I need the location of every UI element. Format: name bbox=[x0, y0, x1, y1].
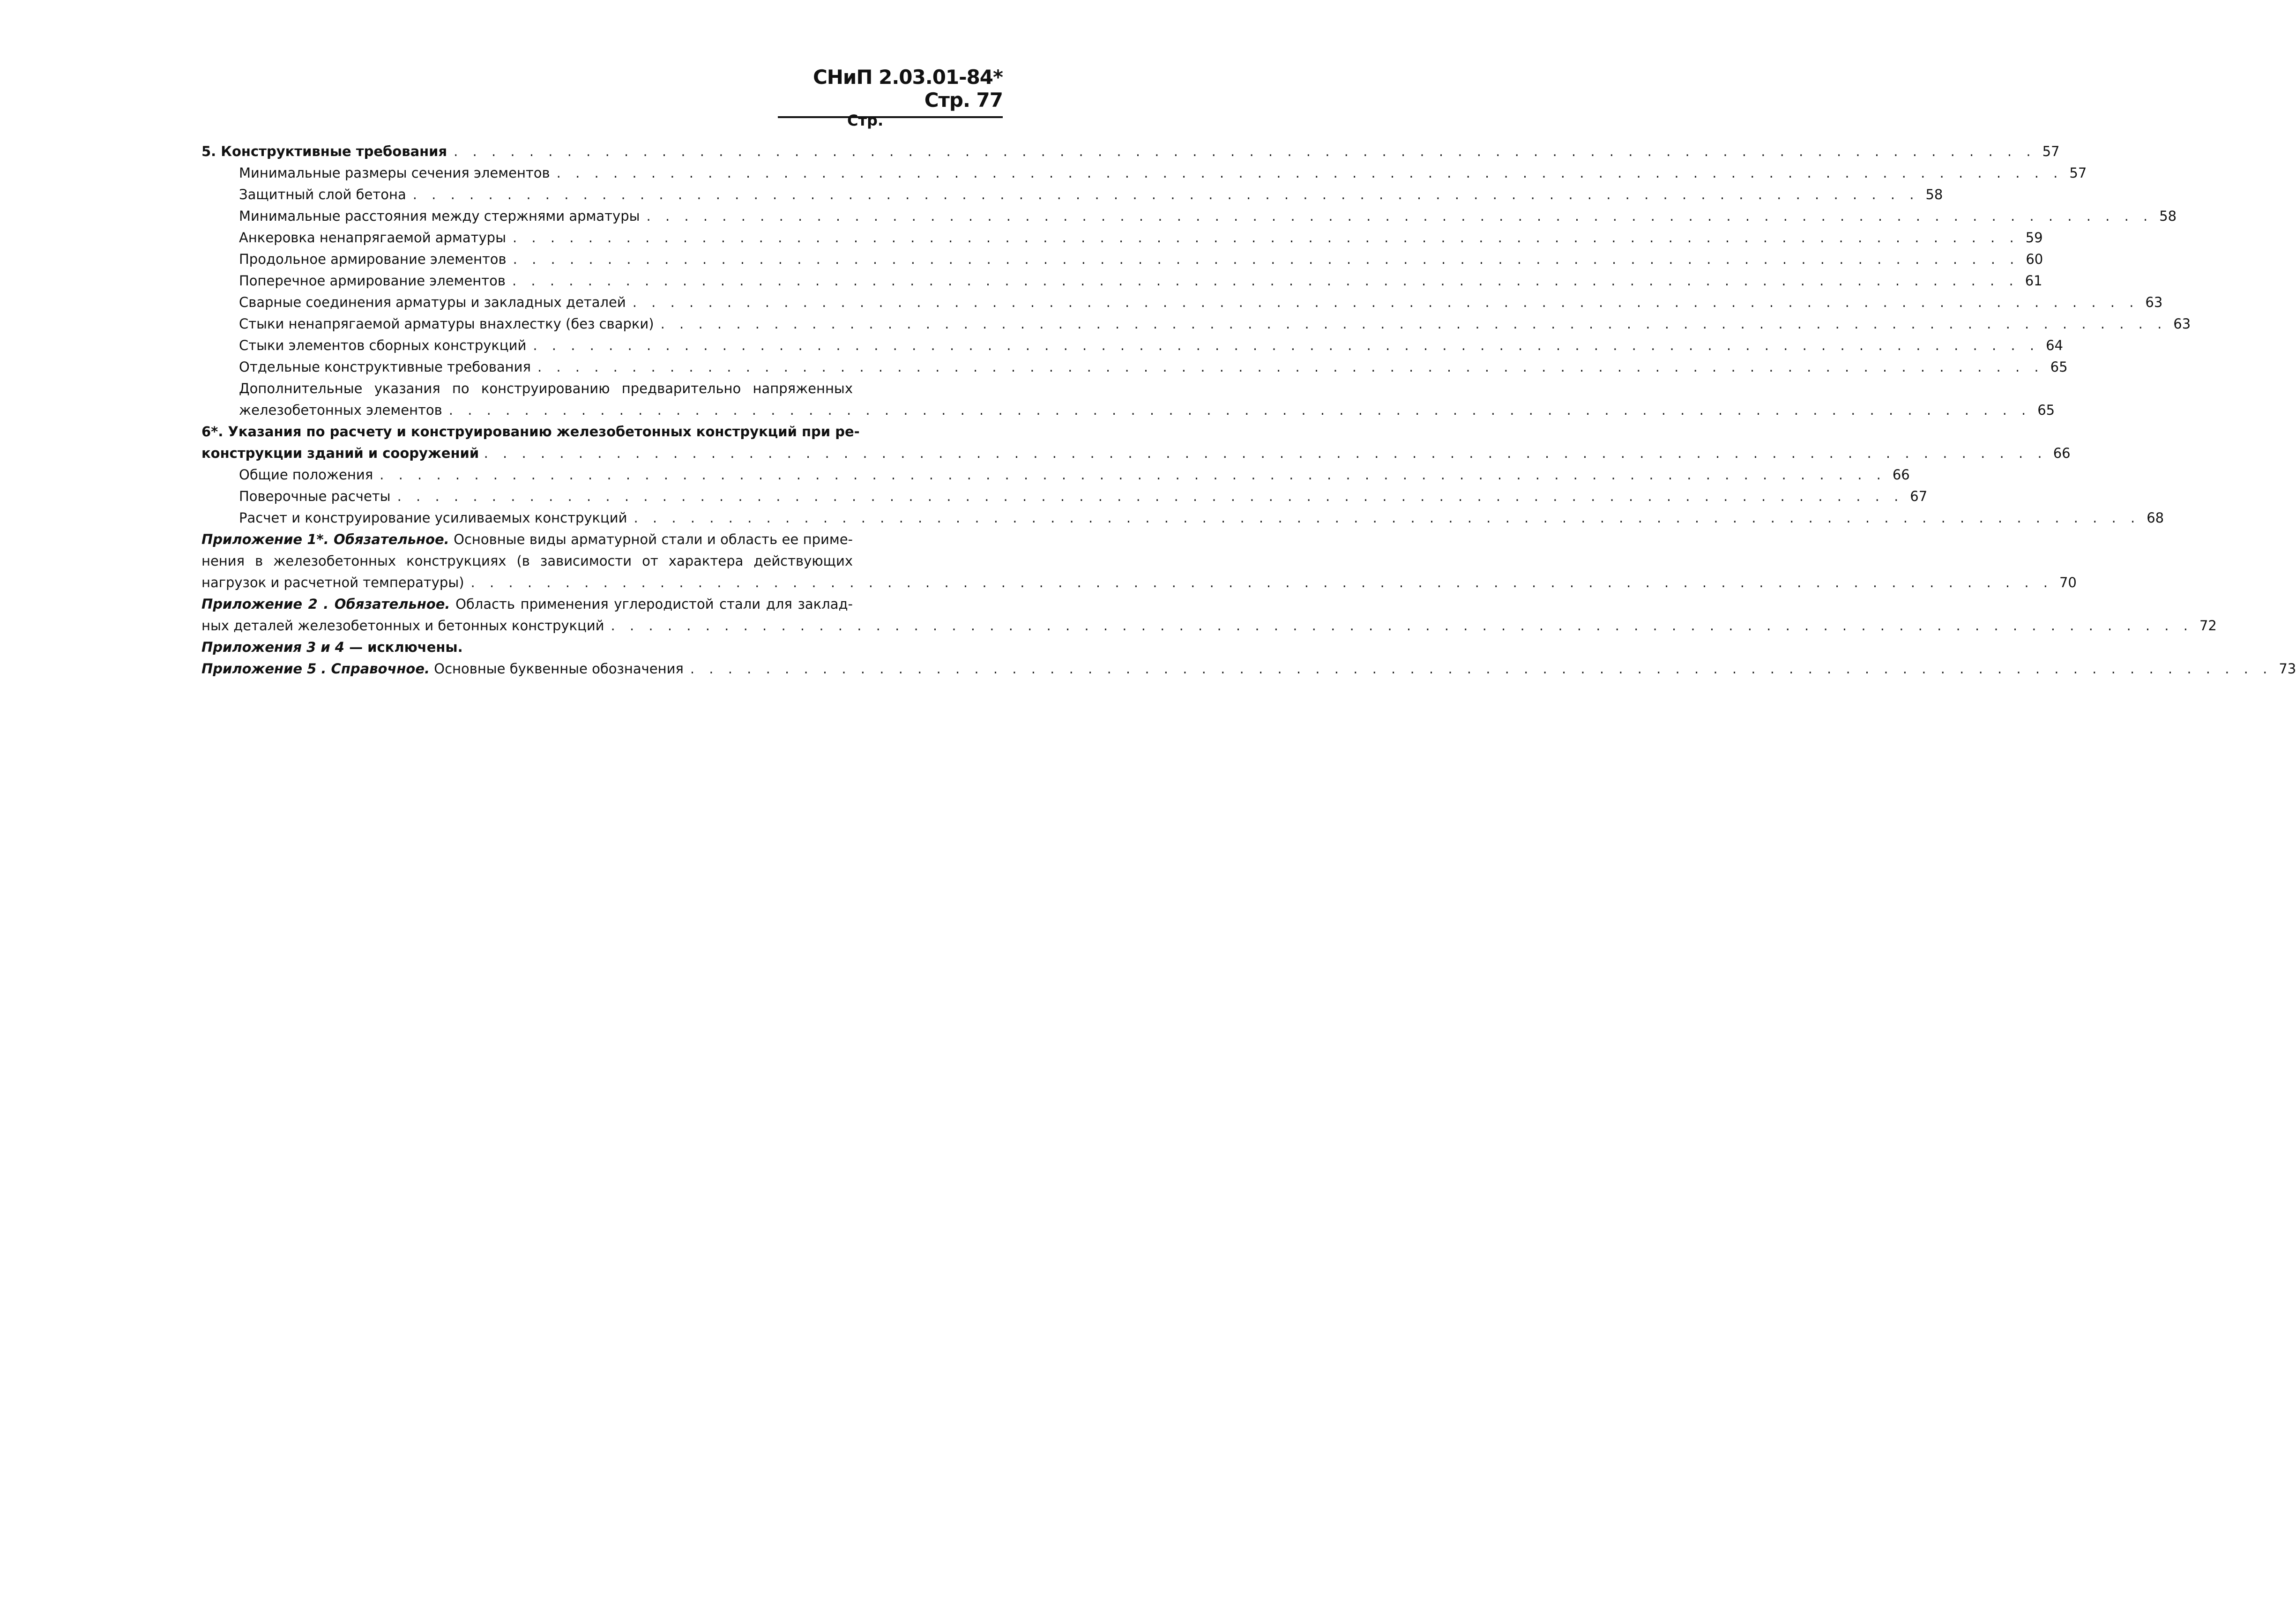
toc-entry-additional-guidance[interactable] bbox=[201, 378, 2055, 421]
toc-entry-title: Стыки ненапрягаемой арматуры внахлестку (без сварки) bbox=[239, 316, 654, 332]
running-header: СНиП 2.03.01-84* Стр. 77 bbox=[778, 66, 1003, 118]
toc-entry-title: Защитный слой бетона bbox=[239, 187, 406, 202]
toc-entry-title: Поперечное армирование элементов bbox=[239, 273, 506, 289]
toc-entry-title-line1: Основные виды арматурной стали и область ее приме- bbox=[454, 531, 853, 547]
toc-entry-title: Общие положения bbox=[239, 467, 373, 483]
leader-dots: . . . . . . . . . . . . . . . . . . . . . . . . . . . . . . . . . . . . . . . . . . . . . . . . . . . . . . . . . . . . . . . . . . . . . . . . . . . . . . . . bbox=[397, 488, 1904, 504]
toc-entry-page: 63 bbox=[2145, 294, 2163, 310]
leader-dots: . . . . . . . . . . . . . . . . . . . . . . . . . . . . . . . . . . . . . . . . . . . . . . . . . . . . . . . . . . . . . . . . . . . . . . . . . . . . . . . . . . . . bbox=[690, 661, 2273, 677]
toc-entry-page: 60 bbox=[2026, 251, 2043, 267]
toc-entry-page: 70 bbox=[2059, 575, 2077, 590]
toc-entry-page: 58 bbox=[2159, 208, 2177, 224]
toc-entry-title-line3: нагрузок и расчетной температуры) bbox=[201, 575, 464, 590]
toc-entry[interactable] bbox=[201, 248, 2043, 270]
toc-entry-title-line1: Область применения углеродистой стали для заклад- bbox=[455, 596, 853, 612]
leader-dots: . . . . . . . . . . . . . . . . . . . . . . . . . . . . . . . . . . . . . . . . . . . . . . . . . . . . . . . . . . . . . . . . . . . . . . . . . . . . . . . . bbox=[533, 337, 2040, 353]
appendix-label: Приложение 5 . Справочное. bbox=[201, 661, 430, 677]
toc-entry-title: Продольное армирование элементов bbox=[239, 251, 507, 267]
toc-entry[interactable] bbox=[201, 162, 2087, 184]
leader-dots: . . . . . . . . . . . . . . . . . . . . . . . . . . . . . . . . . . . . . . . . . . . . . . . . . . . . . . . . . . . . . . . . . . . . . . . . . . . . . . . . . . . . bbox=[611, 618, 2193, 634]
leader-dots: . . . . . . . . . . . . . . . . . . . . . . . . . . . . . . . . . . . . . . . . . . . . . . . . . . . . . . . . . . . . . . . . . . . . . . . . . . . . . . . . bbox=[646, 208, 2153, 224]
toc-entry-page: 66 bbox=[2053, 445, 2071, 461]
toc-entry-title-line2: железобетонных элементов bbox=[239, 402, 442, 418]
leader-dots: . . . . . . . . . . . . . . . . . . . . . . . . . . . . . . . . . . . . . . . . . . . . . . . . . . . . . . . . . . . . . . . . . . . . . . . . . . . . . . . . . . . . bbox=[448, 402, 2031, 418]
toc-entry-page: 73 bbox=[2279, 661, 2296, 677]
toc-entry-title-line1: Дополнительные указания по конструированию предварительно напряженных bbox=[239, 381, 853, 396]
leader-dots: . . . . . . . . . . . . . . . . . . . . . . . . . . . . . . . . . . . . . . . . . . . . . . . . . . . . . . . . . . . . . . . . . . . . . . . . . . . . . . . . bbox=[380, 467, 1886, 483]
toc-entry-title: 5. Конструктивные требования bbox=[201, 143, 447, 159]
toc-entry-title-line2: нения в железобетонных конструкциях (в зависимости от характера действующих bbox=[201, 553, 853, 569]
toc-entry-title: Отдельные конструктивные требования bbox=[239, 359, 531, 375]
toc-entry[interactable] bbox=[201, 270, 2043, 291]
leader-dots: . . . . . . . . . . . . . . . . . . . . . . . . . . . . . . . . . . . . . . . . . . . . . . . . . . . . . . . . . . . . . . . . . . . . . . . . . . . . . . . . bbox=[412, 187, 1919, 202]
appendix-label: Приложение 1*. Обязательное. bbox=[201, 531, 449, 547]
toc-entry-page: 65 bbox=[2050, 359, 2068, 375]
toc-entry-title: Стыки элементов сборных конструкций bbox=[239, 337, 527, 353]
toc-entry-title: Минимальные расстояния между стержнями арматуры bbox=[239, 208, 640, 224]
leader-dots: . . . . . . . . . . . . . . . . . . . . . . . . . . . . . . . . . . . . . . . . . . . . . . . . . . . . . . . . . . . . . . . . . . . . . . . . . . . . . . . . . . . . bbox=[454, 143, 2036, 159]
toc-entry[interactable] bbox=[201, 335, 2063, 356]
toc-entry[interactable] bbox=[201, 464, 1910, 485]
toc-entry-page: 67 bbox=[1910, 488, 1928, 504]
toc-entry-title-line2: ных деталей железобетонных и бетонных конструкций bbox=[201, 618, 604, 634]
toc-entry-page: 59 bbox=[2025, 230, 2043, 246]
toc-entry[interactable] bbox=[201, 291, 2163, 313]
toc-entry-title: Основные буквенные обозначения bbox=[430, 661, 684, 677]
leader-dots: . . . . . . . . . . . . . . . . . . . . . . . . . . . . . . . . . . . . . . . . . . . . . . . . . . . . . . . . . . . . . . . . . . . . . . . . . . . . . . . . . . . . bbox=[470, 575, 2053, 590]
toc-entry[interactable] bbox=[201, 205, 2177, 227]
leader-dots: . . . . . . . . . . . . . . . . . . . . . . . . . . . . . . . . . . . . . . . . . . . . . . . . . . . . . . . . . . . . . . . . . . . . . . . . . . . . . . . . bbox=[512, 273, 2019, 289]
toc-entry[interactable] bbox=[201, 184, 1943, 205]
toc-entry-appendix-3-4[interactable] bbox=[201, 636, 876, 658]
toc-entry-page: 66 bbox=[1892, 467, 1910, 483]
toc-entry-title: Сварные соединения арматуры и закладных деталей bbox=[239, 294, 626, 310]
toc-entry-page: 57 bbox=[2069, 165, 2087, 181]
leader-dots: . . . . . . . . . . . . . . . . . . . . . . . . . . . . . . . . . . . . . . . . . . . . . . . . . . . . . . . . . . . . . . . . . . . . . . . . . . . . . . . . bbox=[632, 294, 2139, 310]
leader-dots: . . . . . . . . . . . . . . . . . . . . . . . . . . . . . . . . . . . . . . . . . . . . . . . . . . . . . . . . . . . . . . . . . . . . . . . . . . . . . . . . bbox=[512, 230, 2019, 246]
toc-entry-title-line1: 6*. Указания по расчету и конструированию железобетонных конструкций при ре- bbox=[201, 424, 860, 440]
leader-dots: . . . . . . . . . . . . . . . . . . . . . . . . . . . . . . . . . . . . . . . . . . . . . . . . . . . . . . . . . . . . . . . . . . . . . . . . . . . . . . . . bbox=[513, 251, 2020, 267]
toc-entry-title: Расчет и конструирование усиливаемых конструкций bbox=[239, 510, 627, 526]
toc-entry-title: Поверочные расчеты bbox=[239, 488, 391, 504]
toc-entry-page: 65 bbox=[2037, 402, 2055, 418]
toc-entry-title: — исключены. bbox=[344, 639, 463, 655]
toc-entry-page: 63 bbox=[2173, 316, 2191, 332]
toc-entry-page: 64 bbox=[2046, 337, 2063, 353]
appendix-label: Приложения 3 и 4 bbox=[201, 639, 344, 655]
toc-entry-title: Минимальные размеры сечения элементов bbox=[239, 165, 550, 181]
toc-entry[interactable] bbox=[201, 227, 2043, 248]
toc-entry-page: 57 bbox=[2042, 143, 2060, 159]
toc-entry-page: 61 bbox=[2025, 273, 2043, 289]
page-column-label: Стр. bbox=[847, 112, 884, 129]
toc-entry-section-5[interactable] bbox=[201, 141, 2060, 162]
toc-entry[interactable] bbox=[201, 485, 1928, 507]
leader-dots: . . . . . . . . . . . . . . . . . . . . . . . . . . . . . . . . . . . . . . . . . . . . . . . . . . . . . . . . . . . . . . . . . . . . . . . . . . . . . . . . . . . . bbox=[465, 445, 2047, 461]
toc-entry[interactable] bbox=[201, 356, 2068, 378]
leader-dots: . . . . . . . . . . . . . . . . . . . . . . . . . . . . . . . . . . . . . . . . . . . . . . . . . . . . . . . . . . . . . . . . . . . . . . . . . . . . . . . . bbox=[537, 359, 2044, 375]
toc-entry[interactable] bbox=[201, 313, 2191, 335]
toc-entry-page: 68 bbox=[2147, 510, 2164, 526]
toc-entry-appendix-2[interactable] bbox=[201, 593, 2217, 636]
toc-entry-title: Анкеровка ненапрягаемой арматуры bbox=[239, 230, 506, 246]
toc-entry-section-6[interactable] bbox=[201, 421, 2071, 464]
leader-dots: . . . . . . . . . . . . . . . . . . . . . . . . . . . . . . . . . . . . . . . . . . . . . . . . . . . . . . . . . . . . . . . . . . . . . . . . . . . . . . . . bbox=[556, 165, 2063, 181]
toc-entry-appendix-1[interactable] bbox=[201, 529, 2077, 593]
appendix-label: Приложение 2 . Обязательное. bbox=[201, 596, 450, 612]
toc-entry-appendix-5[interactable] bbox=[201, 658, 2296, 679]
leader-dots: . . . . . . . . . . . . . . . . . . . . . . . . . . . . . . . . . . . . . . . . . . . . . . . . . . . . . . . . . . . . . . . . . . . . . . . . . . . . . . . . bbox=[660, 316, 2167, 332]
leader-dots: . . . . . . . . . . . . . . . . . . . . . . . . . . . . . . . . . . . . . . . . . . . . . . . . . . . . . . . . . . . . . . . . . . . . . . . . . . . . . . . . bbox=[634, 510, 2140, 526]
toc-entry-page: 58 bbox=[1925, 187, 1943, 202]
toc-entry-page: 72 bbox=[2199, 618, 2217, 634]
table-of-contents bbox=[201, 141, 2296, 679]
toc-entry-title-line2: конструкции зданий и сооружений bbox=[201, 445, 479, 461]
toc-entry[interactable] bbox=[201, 507, 2164, 529]
